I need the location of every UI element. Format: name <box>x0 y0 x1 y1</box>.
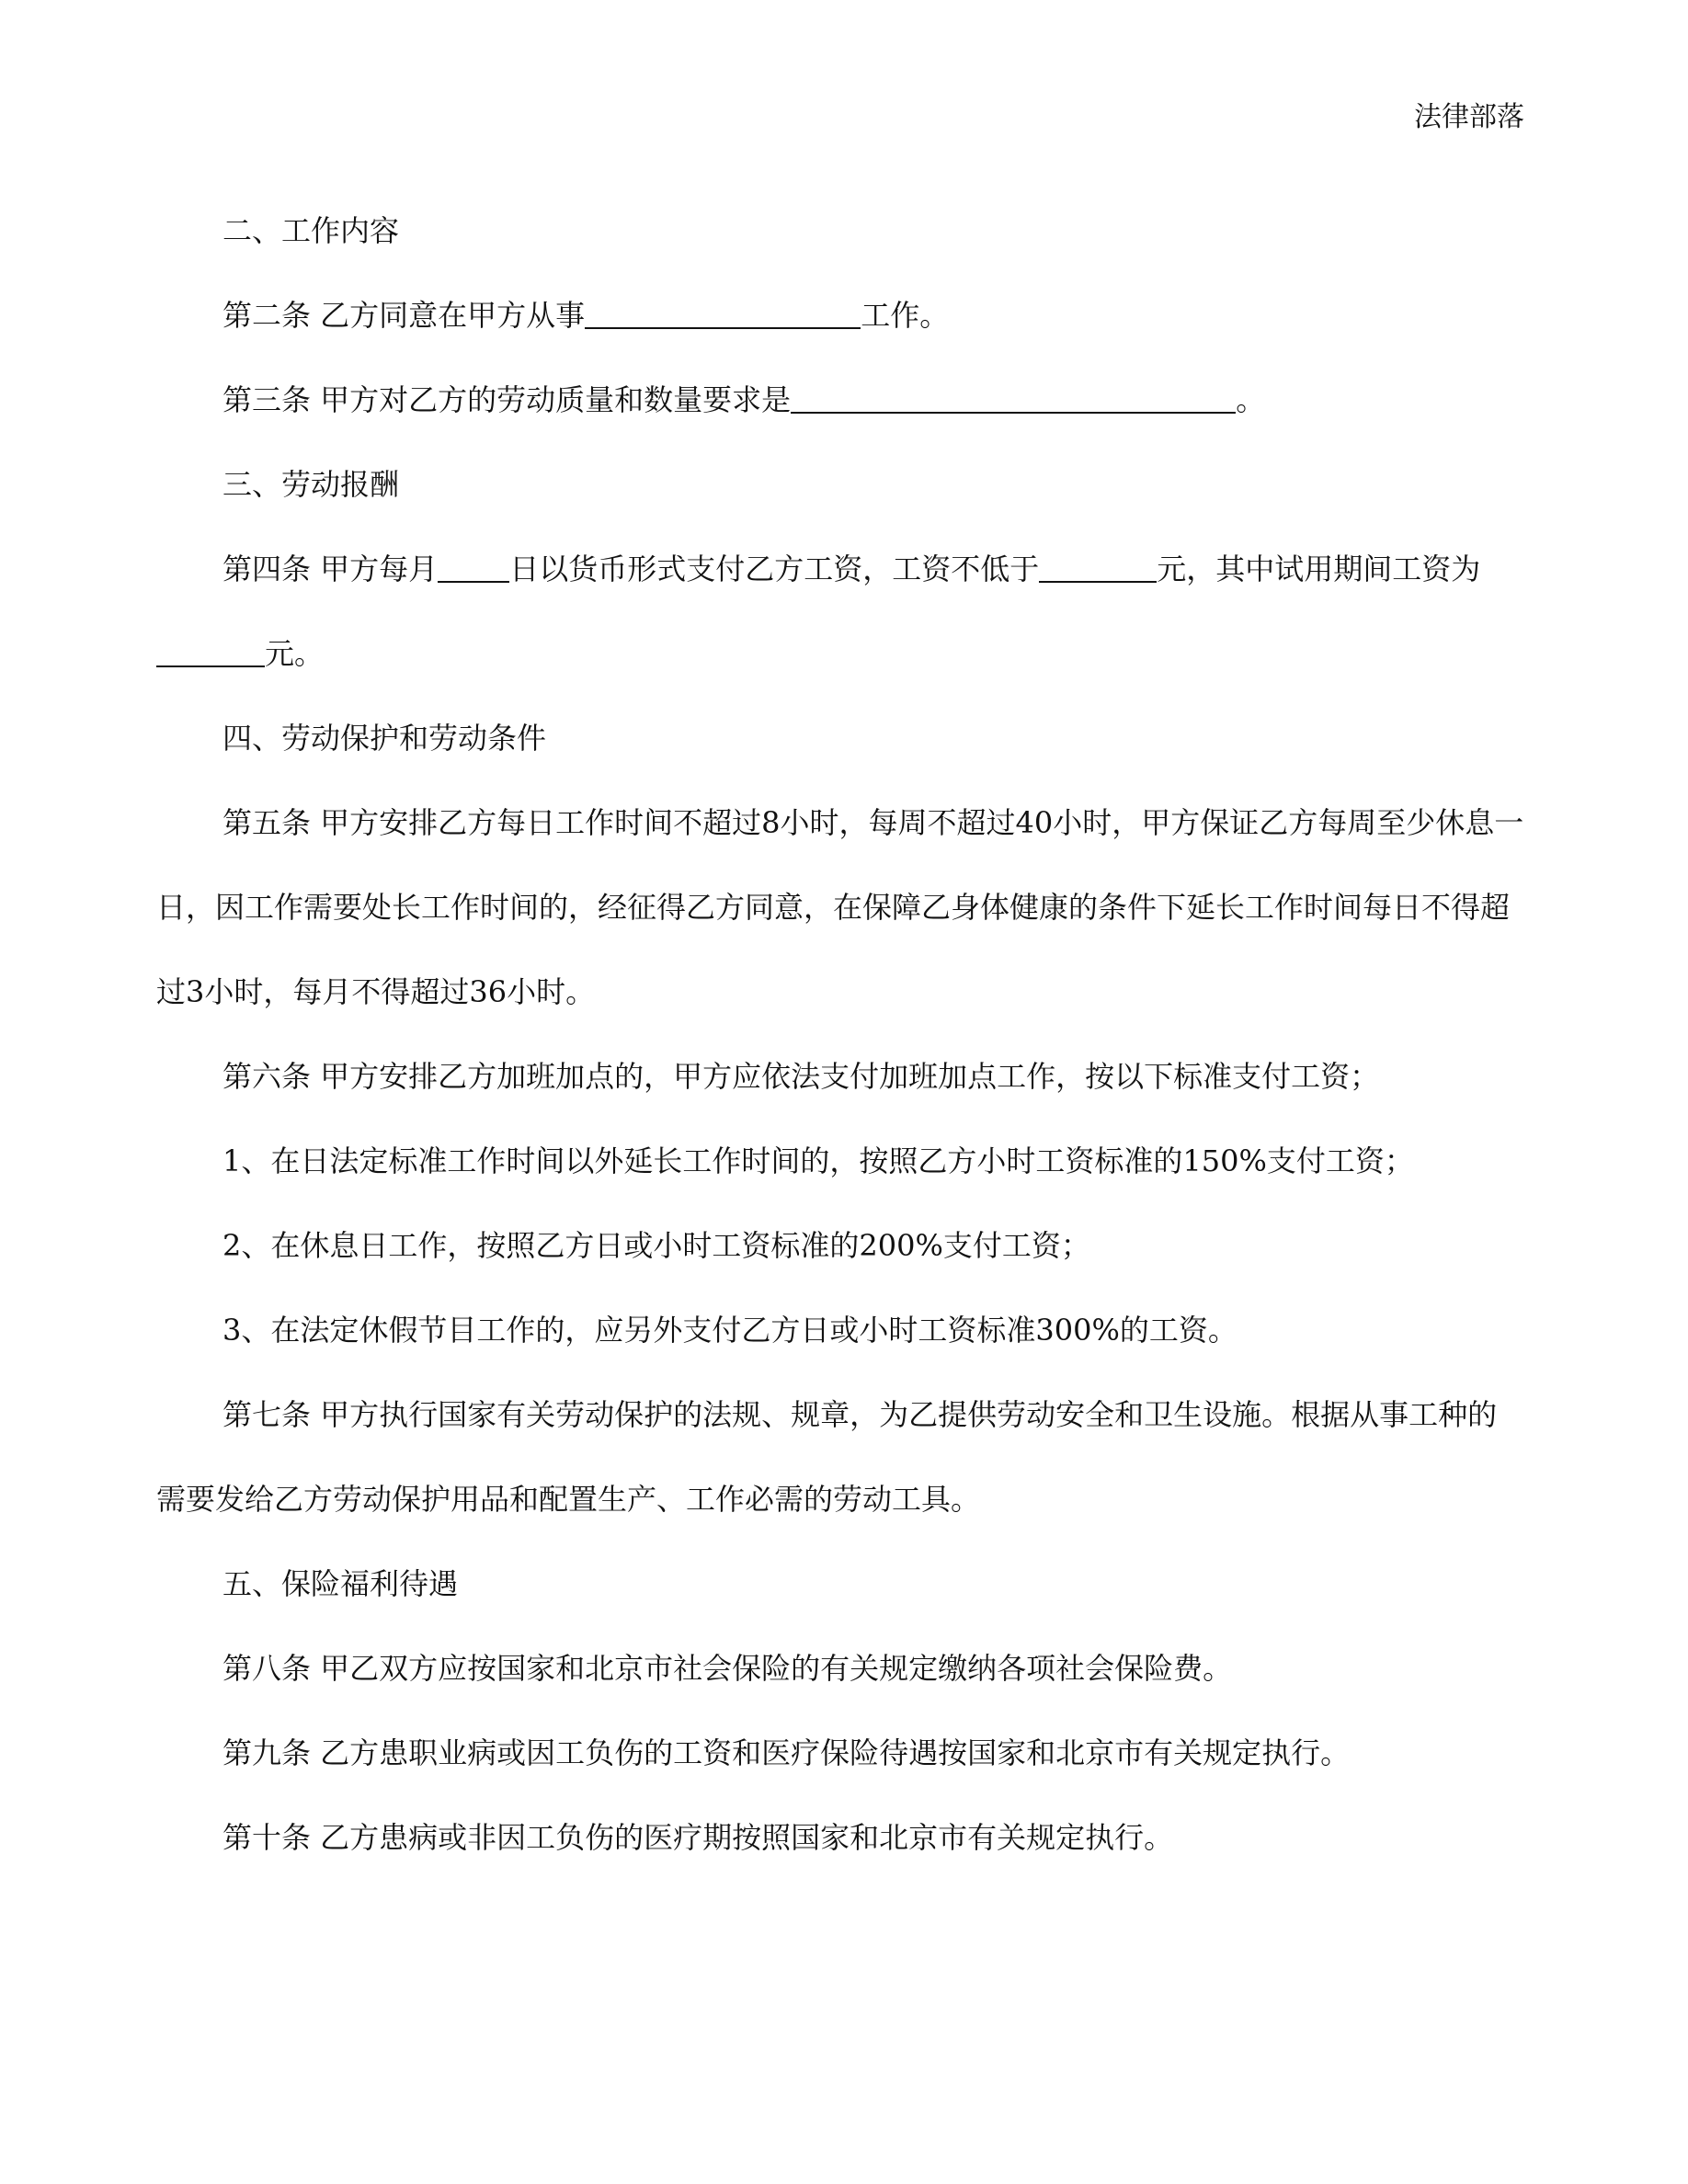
section-4-title: 四、劳动保护和劳动条件 <box>222 721 547 756</box>
section-2-title: 二、工作内容 <box>222 213 400 248</box>
section-3-title: 三、劳动报酬 <box>222 467 400 502</box>
pay-day-blank[interactable] <box>438 550 509 583</box>
article-9: 第九条 乙方患职业病或因工负伤的工资和医疗保险待遇按国家和北京市有关规定执行。 <box>222 1735 1351 1770</box>
article-5: 第五条 甲方安排乙方每日工作时间不超过8小时，每周不超过40小时，甲方保证乙方每周至少休息一日，因工作需要处长工作时间的，经征得乙方同意，在保障乙身体健康的条件下延长工作时间每日不得超过3小时，每月不得超过36小时。 <box>156 805 1524 1009</box>
article-8: 第八条 甲乙双方应按国家和北京市社会保险的有关规定缴纳各项社会保险费。 <box>222 1651 1233 1686</box>
article-6: 第六条 甲方安排乙方加班加点的，甲方应依法支付加班加点工作，按以下标准支付工资； <box>222 1059 1380 1094</box>
section-5-title: 五、保险福利待遇 <box>222 1566 459 1601</box>
article-2: 第二条 乙方同意在甲方从事 工作。 <box>222 298 950 333</box>
header-brand: 法律部落 <box>1414 101 1524 133</box>
article-10: 第十条 乙方患病或非因工负伤的医疗期按照国家和北京市有关规定执行。 <box>222 1820 1174 1855</box>
article-7: 第七条 甲方执行国家有关劳动保护的法规、规章，为乙提供劳动安全和卫生设施。根据从事工种的需要发给乙方劳动保护用品和配置生产、工作必需的劳动工具。 <box>156 1397 1498 1517</box>
contract-body <box>156 188 1524 1880</box>
article-6-item-3: 3、在法定休假节目工作的，应另外支付乙方日或小时工资标准300%的工资。 <box>222 1313 1237 1348</box>
trial-wage-blank[interactable] <box>156 634 265 667</box>
article-3: 第三条 甲方对乙方的劳动质量和数量要求是 。 <box>222 382 1266 417</box>
quality-blank[interactable] <box>791 381 1236 414</box>
article-6-item-2: 2、在休息日工作，按照乙方日或小时工资标准的200%支付工资； <box>222 1228 1090 1263</box>
job-blank[interactable] <box>585 296 861 329</box>
min-wage-blank[interactable] <box>1039 550 1157 583</box>
article-4: 第四条 甲方每月 日以货币形式支付乙方工资，工资不低于 元，其中试用期间工资为元。 <box>156 527 1524 696</box>
article-6-item-1: 1、在日法定标准工作时间以外延长工作时间的，按照乙方小时工资标准的150%支付工资； <box>222 1143 1414 1178</box>
